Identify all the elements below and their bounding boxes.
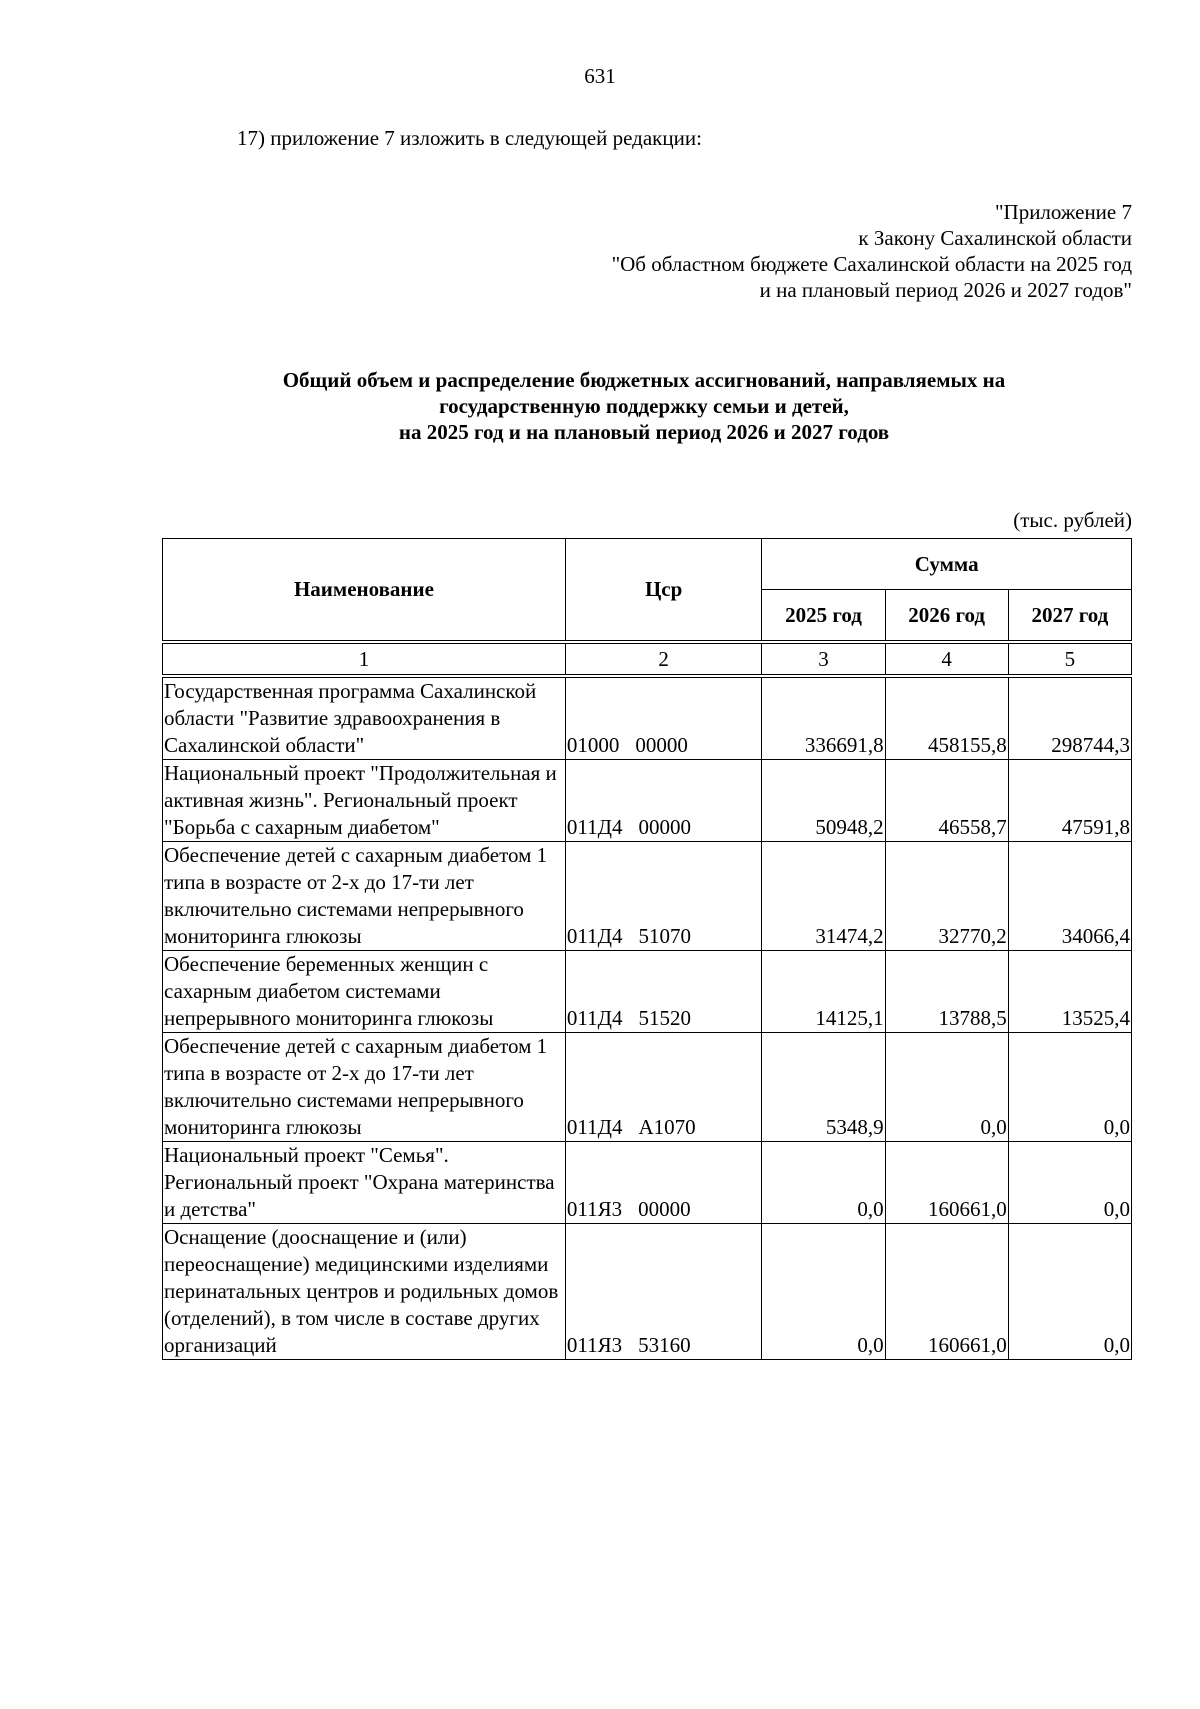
table-row xyxy=(163,951,1132,1033)
document-title-line: Общий объем и распределение бюджетных ассигнований, направляемых на xyxy=(282,368,1006,392)
row-code xyxy=(565,1142,761,1224)
table-row xyxy=(163,842,1132,951)
row-code xyxy=(565,676,761,760)
amendment-instruction: 17) приложение 7 изложить в следующей редакции: xyxy=(237,126,702,150)
code-direction: 00000 xyxy=(635,733,688,757)
amount-2026: 0,0 xyxy=(885,1033,1008,1142)
amount-2025: 336691,8 xyxy=(762,676,885,760)
column-number: 3 xyxy=(762,642,885,676)
row-code xyxy=(565,1224,761,1360)
document-title-line: на 2025 год и на плановый период 2026 и 2027 годов xyxy=(398,420,890,444)
column-number: 4 xyxy=(885,642,1008,676)
appendix-reference-line: "Об областном бюджете Сахалинской области на 2025 год xyxy=(611,252,1132,276)
column-number: 2 xyxy=(565,642,761,676)
column-number: 1 xyxy=(163,642,566,676)
row-code xyxy=(565,1033,761,1142)
table-row xyxy=(163,676,1132,760)
code-direction: А1070 xyxy=(638,1115,696,1139)
header-year-2027: 2027 год xyxy=(1008,590,1131,643)
row-name: Обеспечение беременных женщин с сахарным диабетом системами непрерывного мониторинга глюкозы xyxy=(163,951,566,1033)
code-program: 011Я3 xyxy=(566,1197,623,1221)
row-name: Обеспечение детей с сахарным диабетом 1 типа в возрасте от 2-х до 17-ти лет включительно системами непрерывного мониторинга глюкозы xyxy=(163,842,566,951)
header-sum: Сумма xyxy=(762,539,1132,590)
header-year-2026: 2026 год xyxy=(885,590,1008,643)
code-direction: 00000 xyxy=(638,815,691,839)
table-row xyxy=(163,1224,1132,1360)
amount-2027: 0,0 xyxy=(1008,1033,1131,1142)
row-code xyxy=(565,842,761,951)
amount-2027: 0,0 xyxy=(1008,1142,1131,1224)
document-title xyxy=(150,367,1138,445)
document-title-line: государственную поддержку семьи и детей, xyxy=(439,394,849,418)
code-direction: 53160 xyxy=(638,1333,691,1357)
amount-2026: 458155,8 xyxy=(885,676,1008,760)
appendix-reference xyxy=(612,199,1132,303)
amount-2027: 47591,8 xyxy=(1008,760,1131,842)
code-program: 011Д4 xyxy=(566,1115,623,1139)
row-name: Оснащение (дооснащение и (или) переоснащение) медицинскими изделиями перинатальных центров и родильных домов (отделений), в том числе в составе других организаций xyxy=(163,1224,566,1360)
amount-2027: 34066,4 xyxy=(1008,842,1131,951)
row-name: Национальный проект "Продолжительная и активная жизнь". Региональный проект "Борьба с сахарным диабетом" xyxy=(163,760,566,842)
amount-2025: 31474,2 xyxy=(762,842,885,951)
row-name: Государственная программа Сахалинской области "Развитие здравоохранения в Сахалинской области" xyxy=(163,676,566,760)
code-program: 011Д4 xyxy=(566,815,623,839)
row-name: Обеспечение детей с сахарным диабетом 1 типа в возрасте от 2-х до 17-ти лет включительно системами непрерывного мониторинга глюкозы xyxy=(163,1033,566,1142)
header-code: Цср xyxy=(565,539,761,643)
table-header-row xyxy=(163,539,1132,590)
table-row xyxy=(163,760,1132,842)
code-program: 011Д4 xyxy=(566,1006,623,1030)
amount-2027: 13525,4 xyxy=(1008,951,1131,1033)
header-name: Наименование xyxy=(163,539,566,643)
page-number: 631 xyxy=(584,64,616,88)
code-direction: 00000 xyxy=(638,1197,691,1221)
header-year-2025: 2025 год xyxy=(762,590,885,643)
code-program: 011Д4 xyxy=(566,924,623,948)
column-number-row xyxy=(163,642,1132,676)
amount-2025: 0,0 xyxy=(762,1142,885,1224)
table-body xyxy=(163,642,1132,1360)
amount-2025: 0,0 xyxy=(762,1224,885,1360)
amount-2025: 50948,2 xyxy=(762,760,885,842)
amount-2027: 0,0 xyxy=(1008,1224,1131,1360)
amount-2026: 160661,0 xyxy=(885,1142,1008,1224)
amount-2025: 14125,1 xyxy=(762,951,885,1033)
budget-table xyxy=(162,538,1132,1360)
row-code xyxy=(565,951,761,1033)
code-program: 011Я3 xyxy=(566,1333,623,1357)
amount-2025: 5348,9 xyxy=(762,1033,885,1142)
row-code xyxy=(565,760,761,842)
appendix-reference-line: и на плановый период 2026 и 2027 годов" xyxy=(759,278,1132,302)
units-label: (тыс. рублей) xyxy=(1013,508,1132,532)
amount-2026: 32770,2 xyxy=(885,842,1008,951)
amount-2026: 46558,7 xyxy=(885,760,1008,842)
appendix-reference-line: "Приложение 7 xyxy=(994,200,1132,224)
code-direction: 51520 xyxy=(638,1006,691,1030)
amount-2026: 160661,0 xyxy=(885,1224,1008,1360)
code-program: 01000 xyxy=(566,733,620,757)
column-number: 5 xyxy=(1008,642,1131,676)
amount-2026: 13788,5 xyxy=(885,951,1008,1033)
amount-2027: 298744,3 xyxy=(1008,676,1131,760)
appendix-reference-line: к Закону Сахалинской области xyxy=(858,226,1132,250)
row-name: Национальный проект "Семья". Региональный проект "Охрана материнства и детства" xyxy=(163,1142,566,1224)
code-direction: 51070 xyxy=(638,924,691,948)
table-row xyxy=(163,1142,1132,1224)
table-row xyxy=(163,1033,1132,1142)
